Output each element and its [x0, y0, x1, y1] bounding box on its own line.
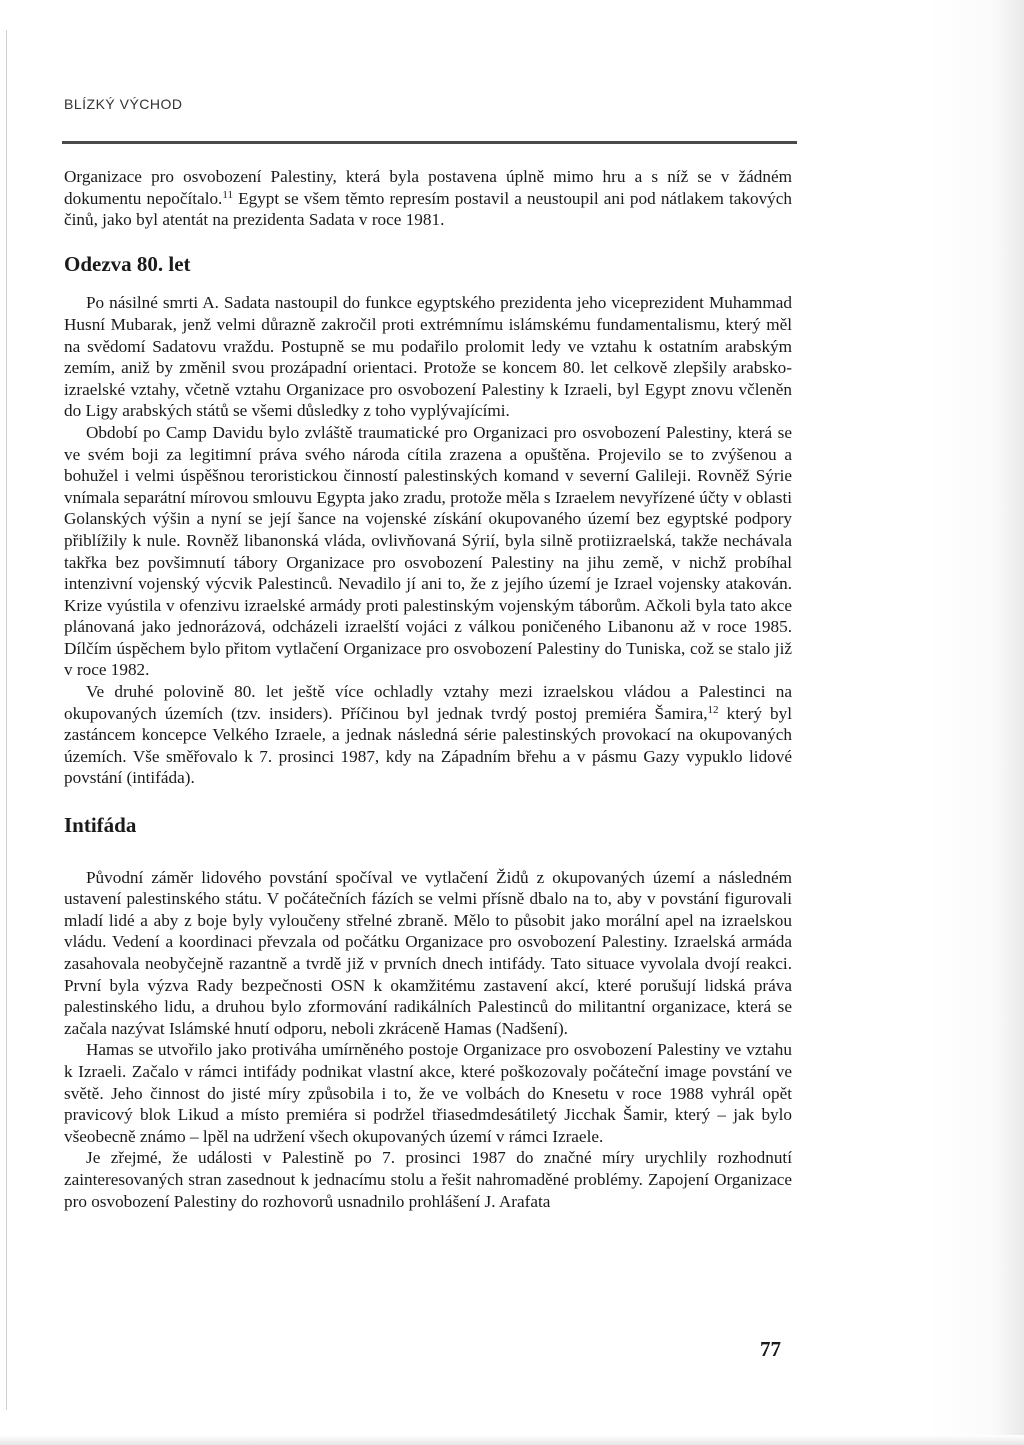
intro-text-b: Egypt se všem těmto represím postavil a neustoupil ani pod nátlakem takových činů, jako byl atentát na prezidenta Sadata v roce 1981.	[64, 188, 792, 230]
paragraph-text-b: který byl zastáncem koncepce Velkého Izraele, a jednak následná série palestinských provokací na okupovaných územích. Vše směřovalo k 7. prosinci 1987, kdy na Západním břehu a v pásmu Gazy vypuklo lidové povstání (intifáda).	[64, 703, 792, 788]
page-number: 77	[760, 1337, 781, 1361]
paragraph: Hamas se utvořilo jako protiváha umírněného postoje Organizace pro osvobození Palestiny ve vztahu k Izraeli. Začalo v rámci intifády podnikat vlastní akce, které poškozovaly počáteční image povstání ve světě. Jeho činnost do jisté míry způsobila i to, že ve volbách do Knesetu v roce 1988 vyhrál opět pravicový blok Likud a místo premiéra si podržel třiasedmdesátiletý Jicchak Šamir, který – jak bylo všeobecně známo – lpěl na udržení všech okupovaných území v rámci Izraele.	[64, 1040, 792, 1146]
footnote-ref-11: 11	[222, 188, 233, 201]
scan-edge-bottom	[0, 1435, 1024, 1445]
page-body	[64, 166, 792, 1212]
section-title-intifada: Intifáda	[64, 813, 137, 838]
scan-edge-left	[6, 30, 7, 1410]
paragraph-text-a: Ve druhé polovině 80. let ještě více ochladly vztahy mezi izraelskou vládou a Palestinci na okupovaných územích (tzv. insiders). Příčinou byl jednak tvrdý postoj premiéra Šamira,	[64, 682, 792, 723]
section-title-odezva: Odezva 80. let	[64, 251, 191, 276]
intro-paragraph	[64, 166, 792, 231]
scan-edge-right	[928, 0, 1024, 1445]
paragraph: Po násilné smrti A. Sadata nastoupil do funkce egyptského prezidenta jeho viceprezident Muhammad Husní Mubarak, jenž velmi důrazně zakročil proti extrémnímu islámskému fundamentalismu, který měl na svědomí Sadatovu vraždu. Postupně se mu podařilo prolomit ledy ve vztahu k ostatním arabským zemím, aniž by změnil svou prozápadní orientaci. Protože se koncem 80. let celkově zlepšily arabsko-izraelské vztahy, včetně vztahu Organizace pro osvobození Palestiny k Izraeli, byl Egypt znovu včleněn do Ligy arabských států se všemi důsledky z toho vyplývajícími.	[64, 293, 792, 421]
intro-text-a: Organizace pro osvobození Palestiny, která byla postavena úplně mimo hru a s níž se v žádném dokumentu nepočítalo.	[64, 167, 792, 208]
footnote-ref-12: 12	[707, 703, 719, 716]
header-rule	[62, 141, 797, 144]
paragraph: Období po Camp Davidu bylo zvláště traumatické pro Organizaci pro osvobození Palestiny, která se ve svém boji za legitimní práva svého národa cítila zrazena a opuštěna. Projevilo se to zvýšenou a bohužel i velmi úspěšnou teroristickou činností palestinských komand v severní Galileji. Rovněž Sýrie vnímala separátní mírovou smlouvu Egypta jako zradu, protože měla s Izraelem nevyřízené účty v oblasti Golanských výšin a nyní se její šance na vojenské získání okupovaného území bez egyptské podpory přiblížily k nule. Rovněž libanonská vláda, ovlivňovaná Sýrií, byla silně protiizraelská, takže nechávala takřka bez povšimnutí tábory Organizace pro osvobození Palestiny na jihu země, v nichž probíhal intenzivní vojenský výcvik Palestinců. Nevadilo jí ani to, že z jejího území je Izrael vojensky atakován. Krize vyústila v ofenzivu izraelské armády proti palestinským vojenským táborům. Ačkoli byla tato akce plánovaná jako jednorázová, odcházeli izraelští vojáci z válkou poničeného Libanonu až v roce 1985. Dílčím úspěchem bylo přitom vytlačení Organizace pro osvobození Palestiny do Tuniska, což se stalo již v roce 1982.	[64, 422, 792, 680]
paragraph: Původní záměr lidového povstání spočíval ve vytlačení Židů z okupovaných území a následném ustavení palestinského státu. V počátečních fázích se velmi přísně dbalo na to, aby v povstání figurovali mladí lidé a aby z boje byly vyloučeny střelné zbraně. Mělo to působit jako morální apel na izraelskou vládu. Vedení a koordinaci převzala od počátku Organizace pro osvobození Palestiny. Izraelská armáda zasahovala neobyčejně razantně a tvrdě již v prvních dnech intifády. Tato situace vyvolala dvojí reakci. První byla výzva Rady bezpečnosti OSN k okamžitému zastavení akcí, které porušují lidská práva palestinského lidu, a druhou bylo zformování radikálních Palestinců do militantní organizace, která se začala nazývat Islámské hnutí odporu, neboli zkráceně Hamas (Nadšení).	[64, 867, 792, 1038]
paragraph: Je zřejmé, že události v Palestině po 7. prosinci 1987 do značné míry urychlily rozhodnutí zainteresovaných stran zasednout k jednacímu stolu a řešit nahromaděné problémy. Zapojení Organizace pro osvobození Palestiny do rozhovorů usnadnilo prohlášení J. Arafata	[64, 1148, 792, 1211]
paragraph	[64, 681, 792, 789]
running-head: BLÍZKÝ VÝCHOD	[64, 96, 183, 112]
